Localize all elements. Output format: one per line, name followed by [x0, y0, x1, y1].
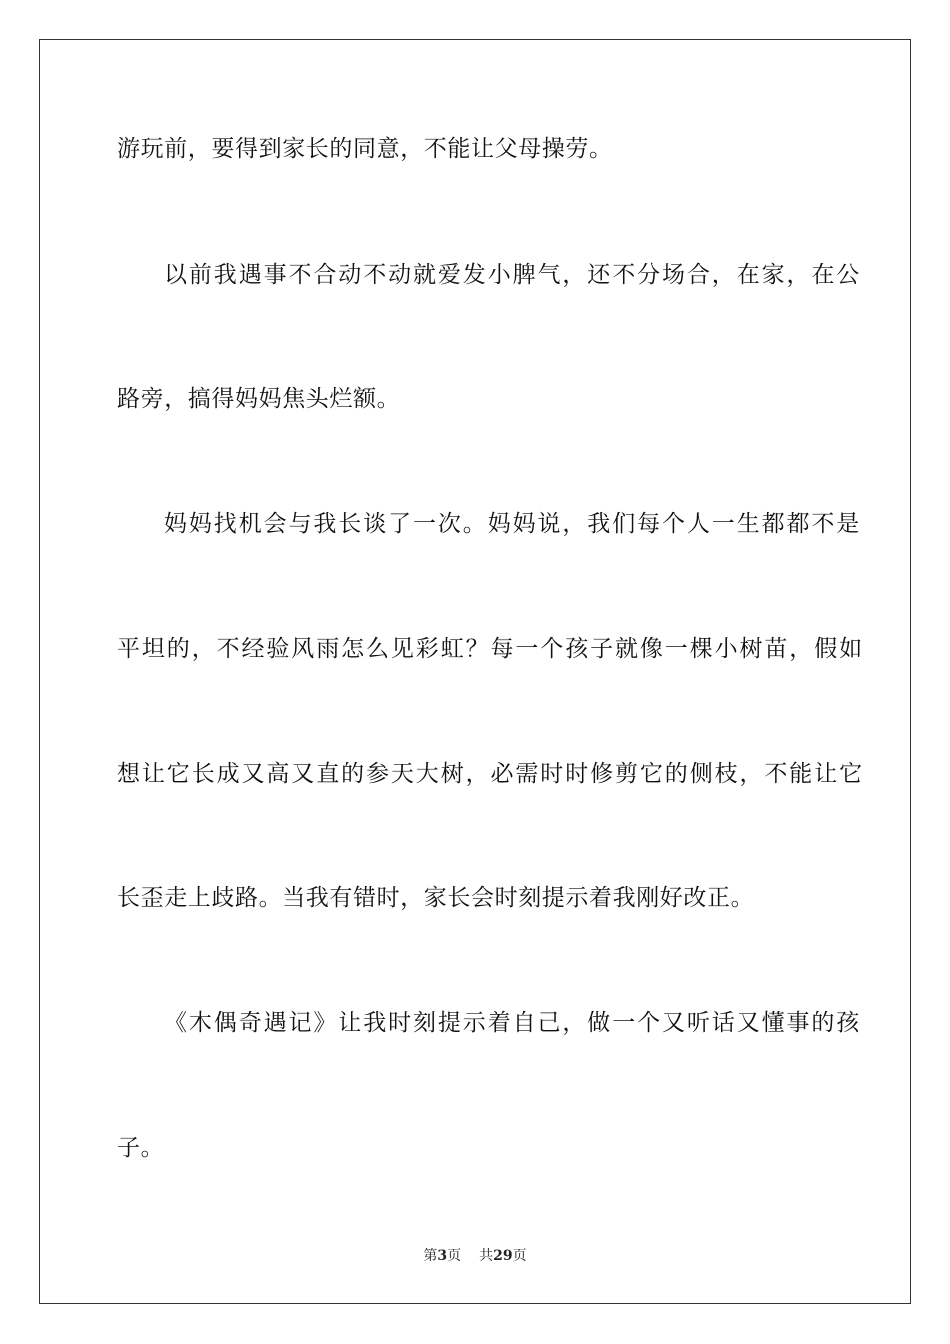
text-line-6: 想让它长成又高又直的参天大树，必需时时修剪它的侧枝，不能让它: [117, 761, 864, 787]
text-line-1: 游玩前，要得到家长的同意，不能让父母操劳。: [117, 136, 613, 162]
page-footer: [0, 1247, 950, 1265]
page-prefix: 第: [423, 1248, 438, 1264]
total-prefix: 共: [479, 1248, 494, 1264]
text-line-5: 平坦的，不经验风雨怎么见彩虹？每一个孩子就像一棵小树苗，假如: [117, 636, 864, 662]
text-line-3: 路旁，搞得妈妈焦头烂额。: [117, 386, 401, 412]
page-number: 3: [437, 1248, 448, 1264]
total-pages: 29: [493, 1248, 513, 1264]
text-line-4: 妈妈找机会与我长谈了一次。妈妈说，我们每个人一生都都不是: [164, 511, 862, 537]
text-line-2: 以前我遇事不合动不动就爱发小脾气，还不分场合，在家，在公: [164, 262, 862, 288]
text-line-9: 子。: [117, 1135, 165, 1161]
page-border: [39, 39, 911, 1304]
total-suffix: 页: [512, 1248, 527, 1264]
page-suffix: 页: [447, 1248, 462, 1264]
text-line-8: 《木偶奇遇记》让我时刻提示着自己，做一个又听话又懂事的孩: [164, 1010, 862, 1036]
text-line-7: 长歪走上歧路。当我有错时，家长会时刻提示着我刚好改正。: [117, 885, 755, 911]
